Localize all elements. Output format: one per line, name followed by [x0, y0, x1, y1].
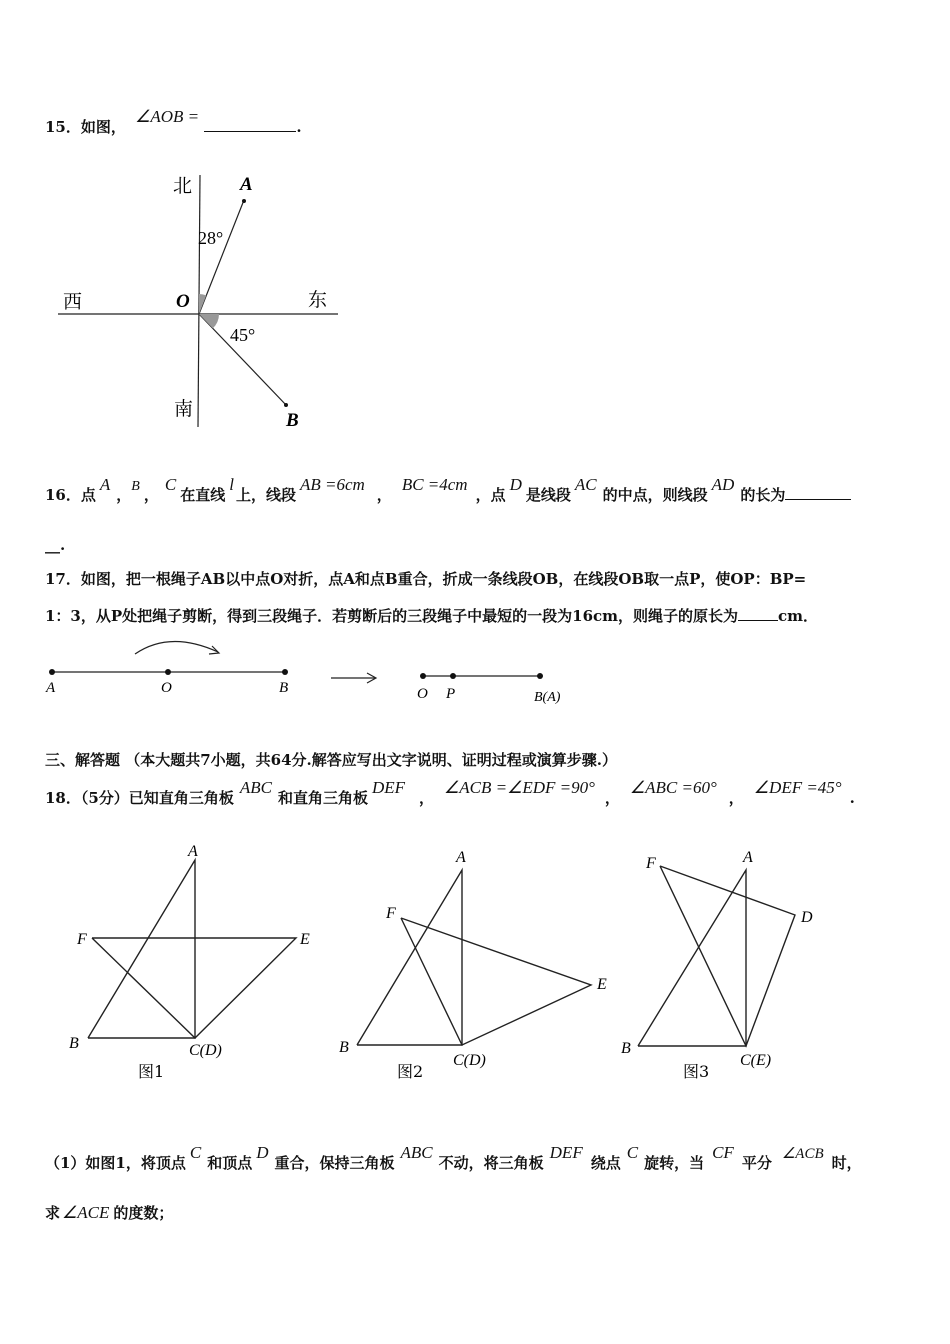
q18-condition-3: ∠DEF =45°	[753, 778, 842, 797]
q18-sep-3: ，	[728, 789, 744, 807]
q18-figure-2	[330, 838, 620, 1088]
rope-label-O: O	[161, 680, 172, 696]
q18-sep-2: ，	[604, 789, 620, 807]
fig2-triangle-ABC	[357, 870, 462, 1045]
fig1-caption: 图1	[138, 1062, 165, 1081]
q18-part1-line-2	[45, 1202, 173, 1223]
angle-28-marker	[199, 294, 206, 314]
fig2-caption: 图2	[397, 1062, 424, 1081]
part1-text-4: 不动，将三角板	[438, 1154, 544, 1172]
rope-point-B	[282, 669, 288, 675]
q18-text-1: （5分）已知直角三角板	[80, 789, 234, 807]
label-28deg: 28°	[198, 228, 224, 248]
q16-text-4: ，点	[475, 486, 506, 504]
q15-expression: ∠AOB =	[135, 107, 200, 126]
rope2-point-O	[420, 673, 426, 679]
label-B: B	[286, 410, 299, 431]
rope2-label-BA: B(A)	[534, 690, 561, 705]
fig2-label-F: F	[386, 905, 396, 922]
q16-line-l: l	[229, 475, 234, 494]
fig3-label-F: F	[646, 855, 656, 872]
fig3-label-CE: C(E)	[740, 1052, 772, 1069]
q15-number: 15．	[45, 118, 81, 136]
q17-rope-figure	[40, 632, 580, 712]
fold-arrow-curve	[135, 641, 218, 654]
part1-text-6: 旋转，当	[644, 1154, 705, 1172]
q18-condition-2: ∠ABC =60°	[629, 778, 717, 797]
part1-text-5: 绕点	[590, 1154, 621, 1172]
part1-triangle-ABC: ABC	[400, 1143, 433, 1162]
fig2-triangle-FEC	[401, 918, 591, 1045]
part1-angle-ACB: ∠ACB	[781, 1146, 824, 1162]
rope-label-B: B	[279, 680, 289, 696]
part1-text-1: （1）如图1，将顶点	[45, 1154, 186, 1172]
q18-figure-3	[610, 838, 840, 1088]
part1-angle-ACE: ∠ACE	[62, 1203, 110, 1222]
part1-vertex-C: C	[189, 1143, 202, 1162]
fig1-label-B: B	[69, 1035, 79, 1052]
fig1-triangle-FCE	[92, 938, 296, 1038]
fig3-triangle-ABC	[638, 870, 746, 1046]
fig1-label-A: A	[188, 843, 198, 860]
q18-condition-1: ∠ACB =∠EDF =90°	[444, 778, 595, 797]
part1-triangle-DEF: DEF	[549, 1143, 583, 1162]
fig2-label-E: E	[597, 976, 607, 993]
angle-45-marker	[199, 314, 219, 328]
q16-text-7: 的长为	[740, 486, 786, 504]
q16-sep-1: ，	[116, 486, 132, 504]
fig1-label-CD: C(D)	[189, 1042, 222, 1059]
point-A-dot	[242, 199, 246, 203]
q17-text-b: cm．	[778, 607, 819, 625]
part1-text-7: 平分	[741, 1154, 772, 1172]
q17-line-1: 17．如图，把一根绳子AB以中点O对折，点A和点B重合，折成一条线段OB，在线段OB取一点P，使OP：BP=	[45, 570, 807, 588]
q18-line	[45, 778, 855, 808]
q16-line-2	[45, 536, 65, 554]
rope2-label-O: O	[417, 686, 428, 702]
part1-segment-CF: CF	[712, 1143, 734, 1162]
q16-text-6: 的中点，则线段	[602, 486, 708, 504]
rope-point-O	[165, 669, 171, 675]
q16-point-B: B	[131, 479, 140, 494]
point-B-dot	[284, 403, 288, 407]
label-45deg: 45°	[230, 325, 256, 345]
q16-sep-2: ，	[143, 486, 159, 504]
q16-ab-length: AB =6cm	[299, 475, 365, 494]
fig3-caption: 图3	[683, 1062, 710, 1081]
part1-text-8: 时，	[831, 1154, 862, 1172]
fig1-label-F: F	[77, 931, 87, 948]
q16-text-5: 是线段	[525, 486, 571, 504]
q16-period: .	[60, 536, 66, 554]
q18-figure-1	[60, 838, 330, 1088]
q18-text-2: 和直角三角板	[277, 789, 368, 807]
part1-text-3: 重合，保持三角板	[274, 1154, 395, 1172]
q16-point-D: D	[509, 475, 522, 494]
q16-answer-blank	[785, 499, 851, 500]
q18-sep-1: ，	[419, 789, 435, 807]
q16-point-A: A	[99, 475, 111, 494]
label-east: 东	[308, 289, 328, 311]
fig3-label-A: A	[743, 849, 753, 866]
rope2-label-P: P	[446, 686, 456, 702]
q18-triangle-DEF: DEF	[371, 778, 405, 797]
fig1-label-E: E	[300, 931, 310, 948]
part1-text-10: 的度数；	[113, 1204, 174, 1222]
q18-triangle-ABC: ABC	[239, 778, 272, 797]
q16-number: 16．	[45, 486, 81, 504]
q16-sep-3: ，	[376, 486, 392, 504]
q15-answer-blank	[204, 131, 296, 132]
fig2-label-B: B	[339, 1039, 349, 1056]
q16-text-3: 上，线段	[235, 486, 296, 504]
label-north: 北	[173, 175, 193, 197]
part1-text-2: 和顶点	[207, 1154, 253, 1172]
fig3-label-B: B	[621, 1040, 631, 1057]
q15-line	[45, 107, 302, 137]
q15-compass-figure	[55, 165, 355, 435]
q16-bc-length: BC =4cm	[401, 475, 468, 494]
q16-text-1: 点	[80, 486, 96, 504]
label-O: O	[176, 291, 190, 312]
label-south: 南	[174, 398, 194, 420]
fig3-triangle-FDC	[660, 866, 795, 1046]
fig2-label-A: A	[456, 849, 466, 866]
label-west: 西	[63, 291, 83, 313]
rope-label-A: A	[46, 680, 56, 696]
q16-point-C: C	[164, 475, 177, 494]
fig3-label-D: D	[801, 909, 813, 926]
q18-part1-line-1	[45, 1143, 862, 1173]
rope2-point-P	[450, 673, 456, 679]
part1-point-C: C	[626, 1143, 639, 1162]
rope2-point-B	[537, 673, 543, 679]
q18-period: .	[849, 789, 855, 807]
q16-segment-AC: AC	[574, 475, 597, 494]
q15-text: 如图，	[80, 118, 126, 136]
q16-segment-AD: AD	[711, 475, 735, 494]
q16-line	[45, 475, 851, 505]
q18-number: 18．	[45, 789, 81, 807]
q17-line-2	[45, 605, 818, 626]
label-A: A	[240, 174, 253, 195]
part1-vertex-D: D	[256, 1143, 269, 1162]
q16-text-2: 在直线	[180, 486, 226, 504]
fig2-label-CD: C(D)	[453, 1052, 486, 1069]
section-3-heading: 三、解答题 （本大题共7小题，共64分.解答应写出文字说明、证明过程或演算步骤.）	[45, 751, 617, 769]
q15-period: .	[296, 118, 302, 136]
q16-leading-dash: __	[45, 536, 60, 554]
q17-text-a: 1：3，从P处把绳子剪断，得到三段绳子．若剪断后的三段绳子中最短的一段为16cm，则绳子的原长为	[45, 607, 739, 625]
q17-answer-blank	[738, 620, 778, 621]
rope-point-A	[49, 669, 55, 675]
part1-text-9: 求	[45, 1204, 61, 1222]
ray-OA	[199, 200, 244, 314]
